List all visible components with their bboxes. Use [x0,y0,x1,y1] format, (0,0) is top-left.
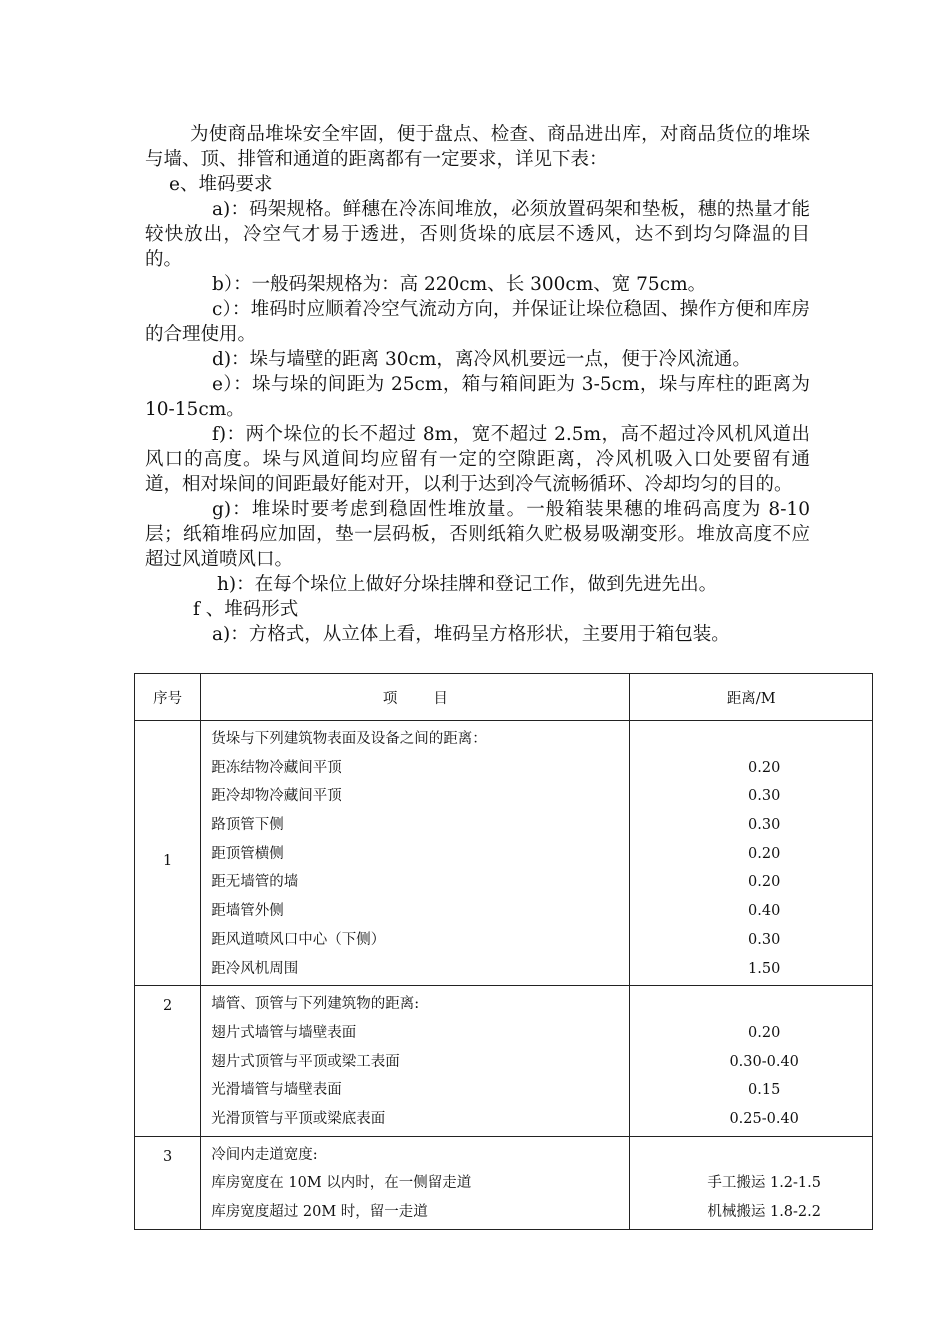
group-1-title: 货垛与下列建筑物表面及设备之间的距离： [211,731,487,747]
group-3-items [201,1136,630,1229]
group-2-item: 光滑墙管与墙壁表面 [211,1082,342,1099]
section-f-heading: f 、堆码形式 [193,599,299,620]
header-no: 序号 [135,674,201,721]
header-item [201,674,630,721]
group-1-value: 0.20 [748,759,781,776]
paragraph-e-f: f)：两个垛位的长不超过 8m，宽不超过 2.5m，高不超过冷风机风道出风口的高度。垛与风道间均应留有一定的空隙距离，冷风机吸入口处要留有通道，相对垛间的间距最好能对开，以利于达到冷气流畅循环、冷却均匀的目的。 [145,424,810,495]
group-1-item: 距冷风机周围 [211,960,299,977]
group-1-item: 距无墙管的墙 [211,874,299,891]
group-2-value: 0.30-0.40 [729,1053,799,1070]
group-2-item: 翅片式顶管与平顶或梁工表面 [211,1053,400,1070]
table-group-1 [135,721,873,986]
section-e-heading: e、堆码要求 [169,174,273,195]
header-item-b: 目 [433,690,448,707]
header-item-a: 项 [382,690,398,707]
group-2-value: 0.20 [748,1024,781,1041]
paragraph-e-g: g)：堆垛时要考虑到稳固性堆放量。一般箱装果穗的堆码高度为 8-10 层；纸箱堆码应加固，垫一层码板，否则纸箱久贮极易吸潮变形。堆放高度不应超过风道喷风口。 [145,499,810,570]
group-1-value: 0.30 [748,817,781,834]
table-group-3 [135,1136,873,1229]
group-3-item: 库房宽度在 10M 以内时，在一侧留走道 [211,1175,472,1192]
group-2-values [630,986,873,1136]
paragraph-e-h: h)：在每个垛位上做好分垛挂牌和登记工作，做到先进先出。 [217,574,718,595]
paragraph-e-a: a)：码架规格。鲜穗在冷冻间堆放，必须放置码架和垫板，穗的热量才能较快放出，冷空气才易于透进，否则货垛的底层不透风，达不到均匀降温的目的。 [145,199,810,270]
table-group-2 [135,986,873,1136]
group-3-item: 库房宽度超过 20M 时，留一走道 [211,1204,428,1220]
group-3-title: 冷间内走道宽度: [211,1146,318,1163]
group-1-value: 0.30 [748,931,781,948]
group-1-value: 0.40 [748,903,781,920]
group-3-values [630,1136,873,1229]
group-1-item: 距冻结物冷藏间平顶 [211,759,342,776]
distance-table [134,673,873,1230]
paragraph-f-a: a)：方格式，从立体上看，堆码呈方格形状，主要用于箱包装。 [212,624,730,645]
group-2-value: 0.25-0.40 [729,1110,799,1127]
group-2-value: 0.15 [748,1082,781,1099]
group-1-value: 0.20 [748,874,781,891]
group-1-items [201,721,630,986]
paragraph-e-d: d)：垛与墙壁的距离 30cm，离冷风机要远一点，便于冷风流通。 [212,349,751,370]
group-1-item: 路顶管下侧 [211,817,284,834]
group-1-values [630,721,873,986]
intro-paragraph: 为使商品堆垛安全牢固，便于盘点、检查、商品进出库，对商品货位的堆垛与墙、顶、排管和通道的距离都有一定要求，详见下表： [145,124,810,170]
group-3-value: 手工搬运 1.2-1.5 [707,1175,821,1192]
paragraph-e-b: b）：一般码架规格为：高 220cm、长 300cm、宽 75cm。 [212,274,707,295]
group-1-value: 0.20 [748,845,781,862]
group-2-item: 光滑顶管与平顶或梁底表面 [211,1110,386,1127]
group-2-title: 墙管、顶管与下列建筑物的距离: [211,996,420,1013]
body-text [145,122,810,647]
group-3-no-cell [135,1136,201,1229]
group-1-no-cell [135,721,201,986]
group-1-item: 距风道喷风口中心（下侧） [211,931,386,948]
group-2-no: 2 [163,998,173,1015]
group-1-item: 距顶管横侧 [211,845,284,862]
group-2-item: 翅片式墙管与墙壁表面 [211,1024,357,1041]
group-1-value: 1.50 [748,960,781,977]
group-3-value: 机械搬运 1.8-2.2 [707,1204,821,1220]
group-1-no: 1 [163,853,173,869]
paragraph-e-c: c）：堆码时应顺着冷空气流动方向，并保证让垛位稳固、操作方便和库房的合理使用。 [145,299,810,345]
group-2-items [201,986,630,1136]
table-header-row [135,674,873,721]
group-1-item: 距冷却物冷藏间平顶 [211,788,342,805]
group-1-value: 0.30 [748,788,781,805]
paragraph-e-e: e）：垛与垛的间距为 25cm，箱与箱间距为 3-5cm，垛与库柱的距离为 10-15cm。 [145,374,810,420]
group-3-no: 3 [163,1148,173,1165]
group-2-no-cell [135,986,201,1136]
group-1-item: 距墙管外侧 [211,903,284,920]
header-distance: 距离/M [630,674,873,721]
